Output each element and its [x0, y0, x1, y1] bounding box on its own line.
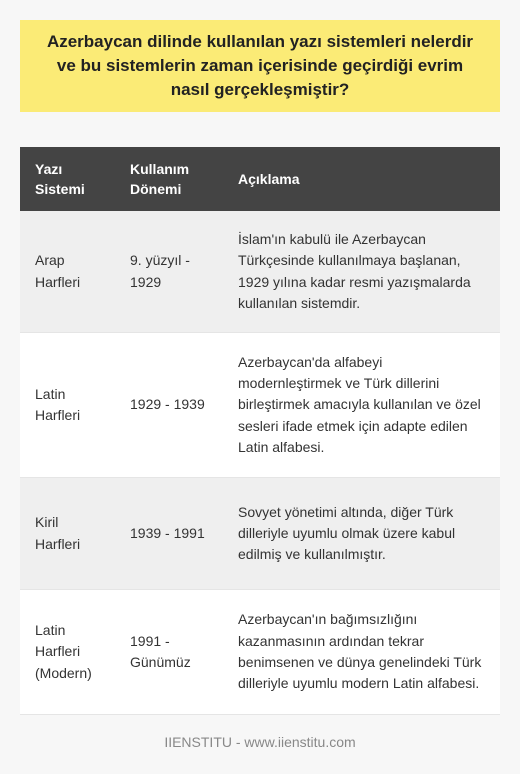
cell-writing-system: Latin Harfleri	[20, 333, 115, 478]
header-writing-system: Yazı Sistemi	[20, 147, 115, 211]
cell-description: İslam'ın kabulü ile Azerbaycan Türkçesinde kullanılmaya başlanan, 1929 yılına kadar resmi yazışmalarda kullanılan sistemdir.	[223, 211, 500, 333]
cell-usage-period: 1991 - Günümüz	[115, 590, 223, 715]
cell-description: Azerbaycan'da alfabeyi modernleştirmek ve Türk dillerini birleştirmek amacıyla kullanılan ve özel sesleri ifade etmek için adapte edilen Latin alfabesi.	[223, 333, 500, 478]
table-header-row	[20, 147, 500, 211]
cell-description: Sovyet yönetimi altında, diğer Türk dilleriyle uyumlu olmak üzere kabul edilmiş ve kullanılmıştır.	[223, 478, 500, 590]
cell-writing-system: Arap Harfleri	[20, 211, 115, 333]
writing-systems-table	[20, 147, 500, 715]
header-usage-period: Kullanım Dönemi	[115, 147, 223, 211]
table-row	[20, 211, 500, 333]
table-row	[20, 478, 500, 590]
question-title: Azerbaycan dilinde kullanılan yazı sistemleri nelerdir ve bu sistemlerin zaman içerisinde geçirdiği evrim nasıl gerçekleşmiştir?	[46, 31, 474, 100]
cell-writing-system: Kiril Harfleri	[20, 478, 115, 590]
cell-description: Azerbaycan'ın bağımsızlığını kazanmasının ardından tekrar benimsenen ve dünya genelindeki Türk dilleriyle uyumlu modern Latin alfabesi.	[223, 590, 500, 715]
footer-credit: IIENSTITU - www.iienstitu.com	[164, 734, 356, 750]
table-row	[20, 333, 500, 478]
cell-usage-period: 9. yüzyıl - 1929	[115, 211, 223, 333]
question-title-box	[20, 20, 500, 112]
cell-writing-system: Latin Harfleri (Modern)	[20, 590, 115, 715]
cell-usage-period: 1929 - 1939	[115, 333, 223, 478]
table-row	[20, 590, 500, 715]
header-description: Açıklama	[223, 147, 500, 211]
cell-usage-period: 1939 - 1991	[115, 478, 223, 590]
